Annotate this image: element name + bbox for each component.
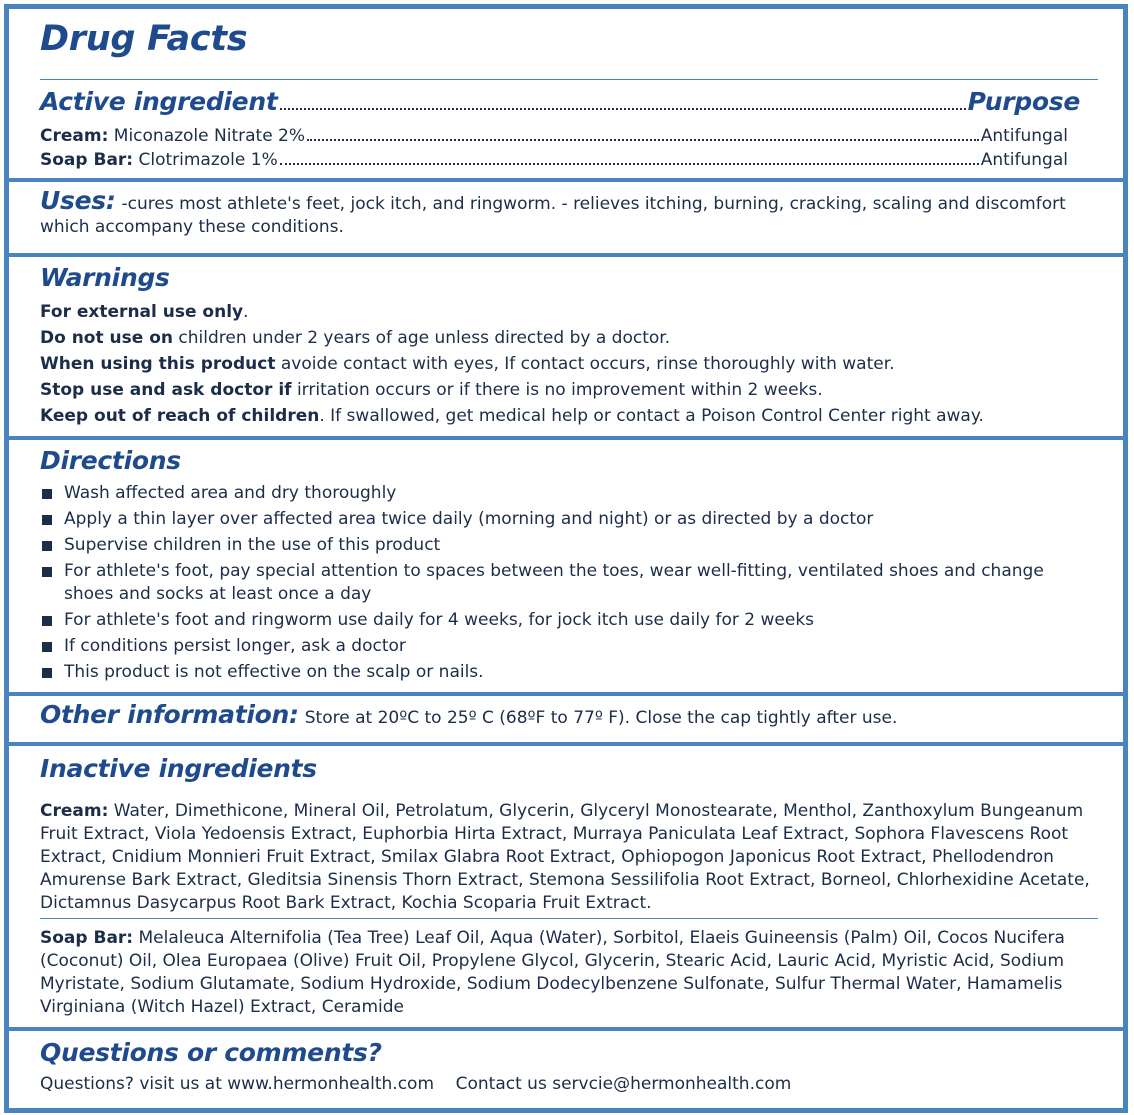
list-item: This product is not effective on the scalp or nails. <box>40 661 1090 684</box>
dot-leader <box>280 163 979 165</box>
uses-heading: Uses: <box>40 186 116 215</box>
section-divider <box>9 178 1123 182</box>
questions-text: Questions? visit us at www.hermonhealth.com Contact us servcie@hermonhealth.com <box>40 1074 792 1094</box>
warning-text: children under 2 years of age unless directed by a doctor. <box>173 328 671 348</box>
title-divider <box>40 79 1098 80</box>
bullet-square-icon <box>42 567 52 577</box>
warning-line <box>40 299 1100 325</box>
warning-bold: When using this product <box>40 354 276 374</box>
other-info-text: Store at 20ºC to 25º C (68ºF to 77º F). Close the cap tightly after use. <box>304 708 898 728</box>
list-item: If conditions persist longer, ask a doctor <box>40 635 1090 658</box>
active-row-soap <box>40 149 1068 172</box>
list-item: For athlete's foot, pay special attention to spaces between the toes, wear well-fitting, ventilated shoes and change shoes and socks at least once a day <box>40 560 1090 606</box>
inactive-label: Cream: <box>40 801 109 821</box>
warning-bold: Do not use on <box>40 328 173 348</box>
warning-line <box>40 377 1100 403</box>
inactive-soap <box>40 927 1100 1019</box>
list-item: Apply a thin layer over affected area twice daily (morning and night) or as directed by a doctor <box>40 508 1090 531</box>
bullet-square-icon <box>42 668 52 678</box>
dot-leader <box>280 108 966 110</box>
section-divider <box>9 692 1123 696</box>
questions-heading: Questions or comments? <box>40 1038 382 1067</box>
uses-text: -cures most athlete's feet, jock itch, and ringworm. - relieves itching, burning, cracking, scaling and discomfort which accompany these conditions. <box>40 194 1066 237</box>
warning-text: irritation occurs or if there is no improvement within 2 weeks. <box>291 380 823 400</box>
section-divider <box>9 436 1123 440</box>
section-divider <box>9 1027 1123 1031</box>
warning-text: . <box>243 302 249 322</box>
warning-text: avoide contact with eyes, If contact occurs, rinse thoroughly with water. <box>275 354 895 374</box>
active-heading: Active ingredient <box>40 87 278 116</box>
directions-list <box>40 482 1090 687</box>
active-row-cream <box>40 125 1068 148</box>
purpose-heading: Purpose <box>967 87 1080 116</box>
active-ingredient: Clotrimazole 1% <box>138 150 278 170</box>
bullet-square-icon <box>42 616 52 626</box>
warning-line <box>40 351 1100 377</box>
inactive-divider <box>40 918 1098 919</box>
warning-bold: For external use only <box>40 302 244 322</box>
page-title: Drug Facts <box>40 19 248 59</box>
warning-bold: Stop use and ask doctor if <box>40 380 292 400</box>
dot-leader <box>307 139 979 141</box>
warning-text: . If swallowed, get medical help or contact a Poison Control Center right away. <box>319 406 984 426</box>
active-purpose: Antifungal <box>980 150 1068 170</box>
warnings-heading: Warnings <box>40 263 170 292</box>
active-header-row <box>40 87 1080 116</box>
drug-facts-panel <box>4 4 1128 1113</box>
inactive-heading: Inactive ingredients <box>40 754 317 783</box>
warning-line <box>40 403 1100 429</box>
active-purpose: Antifungal <box>980 126 1068 146</box>
inactive-text: Water, Dimethicone, Mineral Oil, Petrolatum, Glycerin, Glyceryl Monostearate, Menthol, Zanthoxylum Bungeanum Fruit Extract, Viola Yedoensis Extract, Euphorbia Hirta Extract, Murraya Paniculata Leaf Extract, Sophora Flavescens Root Extract, Cnidium Monnieri Fruit Extract, Smilax Glabra Root Extract, Ophiopogon Japonicus Root Extract, Phellodendron Amurense Bark Extract, Gleditsia Sinensis Thorn Extract, Stemona Sessilifolia Root Extract, Borneol, Chlorhexidine Acetate, Dictamnus Dasycarpus Root Bark Extract, Kochia Scoparia Fruit Extract. <box>40 801 1090 913</box>
active-ingredient: Miconazole Nitrate 2% <box>113 126 306 146</box>
list-item: For athlete's foot and ringworm use daily for 4 weeks, for jock itch use daily for 2 weeks <box>40 609 1090 632</box>
inactive-cream <box>40 800 1100 915</box>
bullet-square-icon <box>42 515 52 525</box>
active-label: Cream: <box>40 126 109 146</box>
list-item: Supervise children in the use of this product <box>40 534 1090 557</box>
list-item: Wash affected area and dry thoroughly <box>40 482 1090 505</box>
inactive-label: Soap Bar: <box>40 928 134 948</box>
warning-bold: Keep out of reach of children <box>40 406 320 426</box>
section-divider <box>9 742 1123 746</box>
directions-heading: Directions <box>40 446 181 475</box>
bullet-square-icon <box>42 642 52 652</box>
bullet-square-icon <box>42 489 52 499</box>
other-info-heading: Other information: <box>40 700 299 729</box>
section-divider <box>9 253 1123 257</box>
inactive-text: Melaleuca Alternifolia (Tea Tree) Leaf Oil, Aqua (Water), Sorbitol, Elaeis Guineensis (Palm) Oil, Cocos Nucifera (Coconut) Oil, Olea Europaea (Olive) Fruit Oil, Propylene Glycol, Glycerin, Stearic Acid, Lauric Acid, Myristic Acid, Sodium Myristate, Sodium Glutamate, Sodium Hydroxide, Sodium Dodecylbenzene Sulfonate, Sulfur Thermal Water, Hamamelis Virginiana (Witch Hazel) Extract, Ceramide <box>40 928 1065 1017</box>
active-label: Soap Bar: <box>40 150 134 170</box>
warning-line <box>40 325 1100 351</box>
bullet-square-icon <box>42 541 52 551</box>
